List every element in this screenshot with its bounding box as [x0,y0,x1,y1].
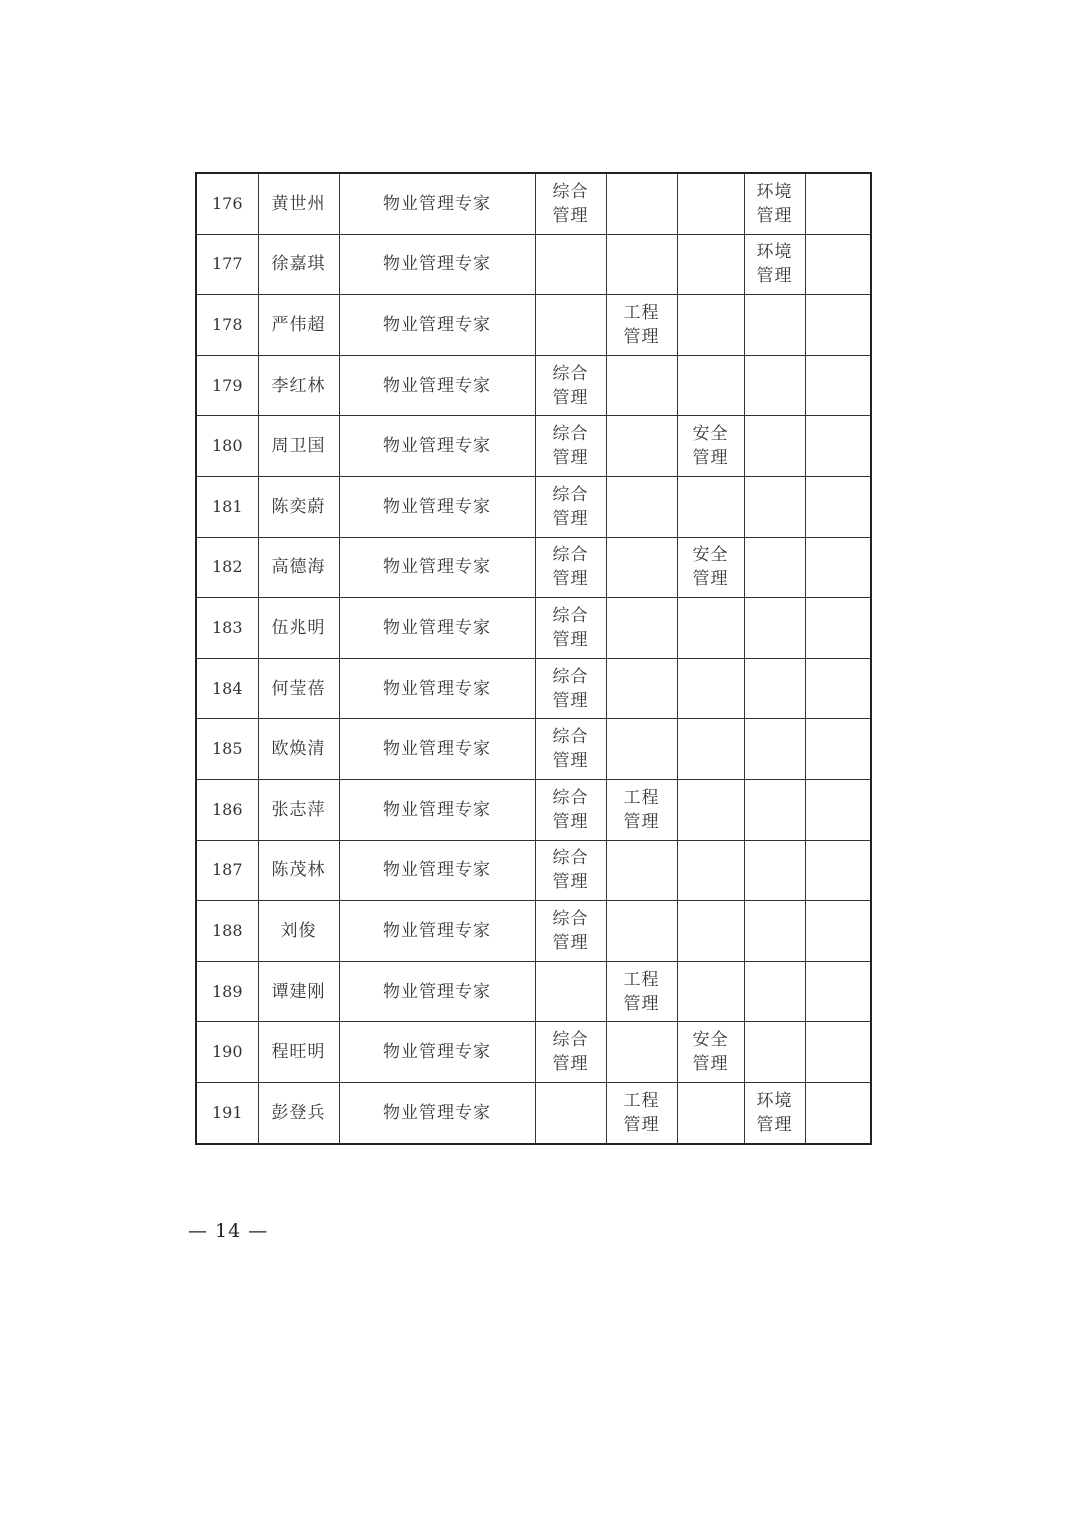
name-cell: 李红林 [258,355,339,416]
category-cell [805,840,871,901]
category-cell [677,537,744,598]
seq-number-cell: 177 [196,234,258,295]
category-label: 安全 [692,1030,729,1051]
title-cell: 物业管理专家 [339,537,535,598]
category-cell [677,779,744,840]
category-label: 管理 [552,629,589,650]
category-cell [677,173,744,234]
title-cell: 物业管理专家 [339,355,535,416]
table-row [196,658,871,719]
category-cell [677,658,744,719]
seq-number-cell: 180 [196,416,258,477]
title-cell: 物业管理专家 [339,1082,535,1143]
category-cell [677,355,744,416]
title-cell: 物业管理专家 [339,901,535,962]
category-cell [606,658,677,719]
category-label: 管理 [623,1114,660,1135]
category-cell [606,1082,677,1143]
category-cell [535,658,606,719]
category-cell [744,295,805,356]
seq-number-cell: 183 [196,598,258,659]
name-cell: 程旺明 [258,1022,339,1083]
category-label: 综合 [552,908,589,929]
category-label: 管理 [552,387,589,408]
category-cell [744,961,805,1022]
category-cell [535,598,606,659]
category-label: 环境 [756,181,793,202]
category-cell [535,355,606,416]
category-cell [805,476,871,537]
category-cell [535,537,606,598]
category-label: 环境 [756,242,793,263]
category-cell [677,234,744,295]
category-label: 管理 [552,508,589,529]
category-cell [606,355,677,416]
category-cell [606,598,677,659]
title-cell: 物业管理专家 [339,719,535,780]
category-cell [805,658,871,719]
category-label: 管理 [552,751,589,772]
category-cell [744,234,805,295]
category-cell [805,1082,871,1143]
category-cell [805,234,871,295]
category-cell [535,1082,606,1143]
category-cell [606,416,677,477]
table-row [196,537,871,598]
name-cell: 严伟超 [258,295,339,356]
category-label: 管理 [552,690,589,711]
category-cell [744,901,805,962]
category-cell [535,1022,606,1083]
category-cell [535,234,606,295]
category-label: 管理 [552,205,589,226]
table-row [196,234,871,295]
name-cell: 何莹蓓 [258,658,339,719]
category-label: 综合 [552,363,589,384]
category-label: 管理 [552,569,589,590]
category-label: 安全 [692,424,729,445]
category-label: 综合 [552,545,589,566]
category-cell [535,416,606,477]
category-cell [744,1082,805,1143]
name-cell: 伍兆明 [258,598,339,659]
seq-number-cell: 185 [196,719,258,780]
name-cell: 彭登兵 [258,1082,339,1143]
title-cell: 物业管理专家 [339,295,535,356]
category-label: 综合 [552,666,589,687]
table-row [196,1082,871,1143]
category-label: 管理 [623,811,660,832]
table-row [196,779,871,840]
category-cell [677,598,744,659]
category-cell [744,598,805,659]
seq-number-cell: 178 [196,295,258,356]
category-cell [677,295,744,356]
table-row [196,719,871,780]
title-cell: 物业管理专家 [339,658,535,719]
category-cell [677,1082,744,1143]
category-cell [606,1022,677,1083]
category-label: 综合 [552,605,589,626]
category-cell [606,840,677,901]
category-cell [606,295,677,356]
category-cell [744,1022,805,1083]
category-cell [744,476,805,537]
category-cell [606,173,677,234]
seq-number-cell: 190 [196,1022,258,1083]
table-row [196,295,871,356]
category-cell [606,961,677,1022]
table-row [196,355,871,416]
category-label: 管理 [623,326,660,347]
category-cell [805,901,871,962]
category-cell [677,1022,744,1083]
name-cell: 高德海 [258,537,339,598]
category-cell [744,719,805,780]
name-cell: 黄世州 [258,173,339,234]
category-cell [744,416,805,477]
name-cell: 张志萍 [258,779,339,840]
category-label: 管理 [552,932,589,953]
category-cell [805,961,871,1022]
category-cell [744,779,805,840]
category-label: 管理 [692,1054,729,1075]
category-label: 管理 [756,205,793,226]
category-cell [535,719,606,780]
seq-number-cell: 191 [196,1082,258,1143]
category-label: 管理 [692,569,729,590]
category-cell [606,537,677,598]
category-cell [805,598,871,659]
category-cell [535,476,606,537]
category-label: 管理 [692,448,729,469]
name-cell: 陈奕蔚 [258,476,339,537]
seq-number-cell: 186 [196,779,258,840]
title-cell: 物业管理专家 [339,173,535,234]
table-row [196,901,871,962]
seq-number-cell: 188 [196,901,258,962]
category-cell [606,901,677,962]
seq-number-cell: 187 [196,840,258,901]
category-cell [606,719,677,780]
category-label: 管理 [756,266,793,287]
page-number: — 14 — [188,1220,269,1242]
title-cell: 物业管理专家 [339,779,535,840]
category-cell [677,719,744,780]
table-row [196,173,871,234]
table-row [196,1022,871,1083]
category-label: 综合 [552,848,589,869]
category-label: 工程 [623,302,660,323]
name-cell: 徐嘉琪 [258,234,339,295]
category-label: 管理 [552,448,589,469]
category-label: 管理 [552,811,589,832]
category-label: 综合 [552,727,589,748]
category-cell [744,173,805,234]
category-cell [677,961,744,1022]
category-cell [805,416,871,477]
title-cell: 物业管理专家 [339,598,535,659]
table-row [196,961,871,1022]
category-cell [535,901,606,962]
seq-number-cell: 179 [196,355,258,416]
expert-roster-table [195,172,872,1145]
category-label: 管理 [756,1114,793,1135]
name-cell: 陈茂林 [258,840,339,901]
category-cell [805,719,871,780]
table-row [196,840,871,901]
seq-number-cell: 182 [196,537,258,598]
category-cell [744,537,805,598]
table-row [196,598,871,659]
category-cell [744,355,805,416]
category-label: 综合 [552,181,589,202]
category-label: 工程 [623,969,660,990]
category-cell [606,779,677,840]
category-cell [805,295,871,356]
category-label: 管理 [552,872,589,893]
category-cell [805,173,871,234]
title-cell: 物业管理专家 [339,1022,535,1083]
category-cell [606,476,677,537]
seq-number-cell: 184 [196,658,258,719]
category-label: 管理 [623,993,660,1014]
category-label: 工程 [623,1090,660,1111]
category-cell [535,840,606,901]
name-cell: 欧焕清 [258,719,339,780]
roster-body [196,173,871,1144]
title-cell: 物业管理专家 [339,961,535,1022]
category-cell [805,1022,871,1083]
category-label: 管理 [552,1054,589,1075]
title-cell: 物业管理专家 [339,416,535,477]
category-cell [677,476,744,537]
category-cell [535,173,606,234]
category-label: 综合 [552,484,589,505]
category-cell [535,961,606,1022]
category-cell [805,779,871,840]
category-cell [677,416,744,477]
title-cell: 物业管理专家 [339,234,535,295]
category-label: 安全 [692,545,729,566]
category-label: 综合 [552,1030,589,1051]
category-label: 环境 [756,1090,793,1111]
title-cell: 物业管理专家 [339,840,535,901]
table-row [196,476,871,537]
category-cell [744,658,805,719]
seq-number-cell: 189 [196,961,258,1022]
table-row [196,416,871,477]
category-cell [606,234,677,295]
category-cell [535,779,606,840]
category-label: 综合 [552,424,589,445]
seq-number-cell: 176 [196,173,258,234]
category-label: 工程 [623,787,660,808]
seq-number-cell: 181 [196,476,258,537]
name-cell: 刘俊 [258,901,339,962]
category-cell [677,840,744,901]
category-cell [677,901,744,962]
category-cell [744,840,805,901]
category-cell [805,537,871,598]
category-label: 综合 [552,787,589,808]
name-cell: 谭建刚 [258,961,339,1022]
name-cell: 周卫国 [258,416,339,477]
title-cell: 物业管理专家 [339,476,535,537]
category-cell [805,355,871,416]
category-cell [535,295,606,356]
